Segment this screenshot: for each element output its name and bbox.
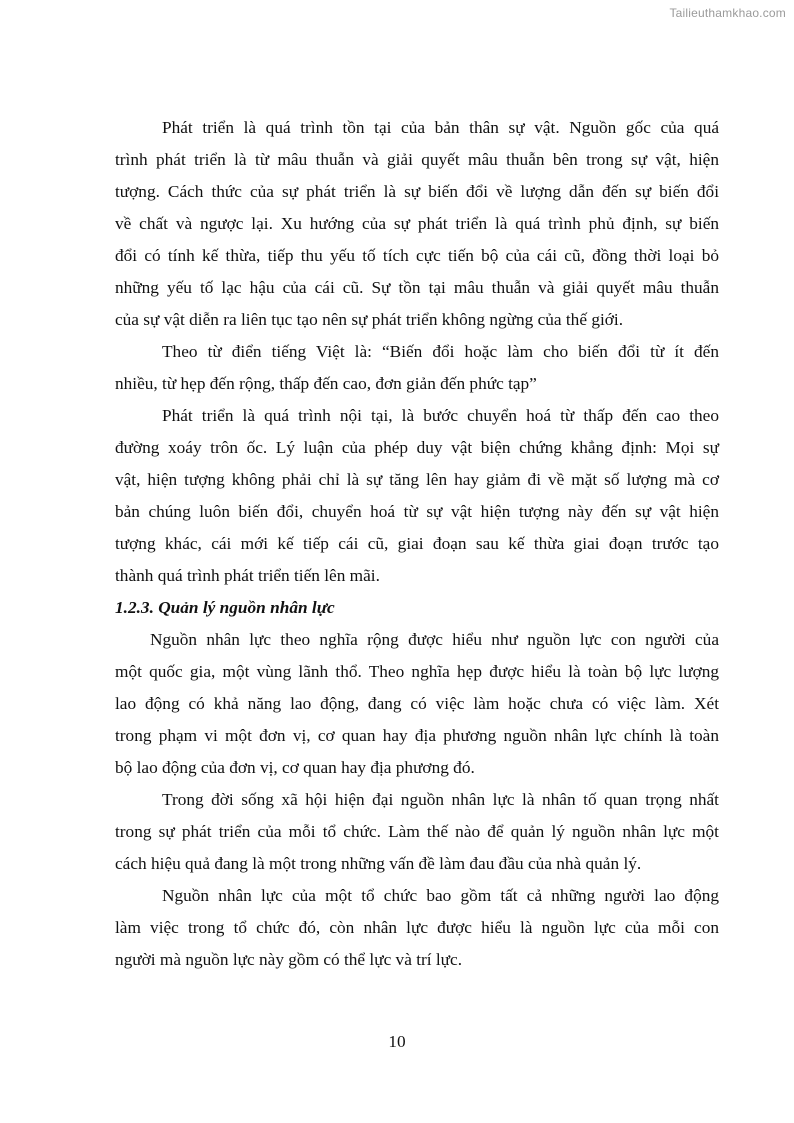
text-line: một quốc gia, một vùng lãnh thổ. Theo nghĩa hẹp được hiểu là toàn bộ lực lượng — [115, 662, 719, 681]
watermark: Tailieuthamkhao.com — [669, 6, 786, 20]
text-line: vật, hiện tượng không phải chỉ là sự tăng lên hay giảm đi về mặt số lượng mà cơ — [115, 470, 719, 489]
paragraph — [115, 624, 719, 784]
text-line: trong phạm vi một đơn vị, cơ quan hay địa phương nguồn nhân lực chính là toàn — [115, 726, 719, 745]
text-line: trình phát triển là từ mâu thuẫn và giải quyết mâu thuẫn bên trong sự vật, hiện — [115, 150, 719, 169]
text-line: Phát triển là quá trình tồn tại của bản thân sự vật. Nguồn gốc của quá — [162, 118, 719, 137]
section-paragraphs — [115, 624, 719, 976]
text-line: tượng khác, cái mới kế tiếp cái cũ, giai đoạn sau kế thừa giai đoạn trước tạo — [115, 534, 719, 553]
text-line: của sự vật diễn ra liên tục tạo nên sự phát triển không ngừng của thế giới. — [115, 310, 624, 329]
text-line: người mà nguồn lực này gồm có thể lực và trí lực. — [115, 950, 463, 969]
text-line: cách hiệu quả đang là một trong những vấn đề làm đau đầu của nhà quản lý. — [115, 854, 642, 873]
section-heading: 1.2.3. Quản lý nguồn nhân lực — [115, 598, 335, 617]
text-line: những yếu tố lạc hậu của cái cũ. Sự tồn tại mâu thuẫn và giải quyết mâu thuẫn — [115, 278, 719, 297]
paragraph — [115, 880, 719, 976]
text-line: trong sự phát triển của mỗi tổ chức. Làm thế nào để quản lý nguồn nhân lực một — [115, 822, 719, 841]
paragraph — [115, 400, 719, 592]
text-line: đường xoáy trôn ốc. Lý luận của phép duy vật biện chứng khẳng định: Mọi sự — [115, 438, 719, 457]
text-line: Nguồn nhân lực theo nghĩa rộng được hiểu như nguồn lực con người của — [150, 630, 719, 649]
text-line: Theo từ điển tiếng Việt là: “Biến đổi hoặc làm cho biến đổi từ ít đến — [162, 342, 719, 361]
paragraph — [115, 112, 719, 336]
text-line: nhiều, từ hẹp đến rộng, thấp đến cao, đơn giản đến phức tạp” — [115, 374, 537, 393]
text-line: Nguồn nhân lực của một tổ chức bao gồm tất cả những người lao động — [162, 886, 719, 905]
text-line: làm việc trong tổ chức đó, còn nhân lực được hiểu là nguồn lực của mỗi con — [115, 918, 719, 937]
text-line: bản chúng luôn biến đổi, chuyển hoá từ sự vật hiện tượng này đến sự vật hiện — [115, 502, 719, 521]
text-line: về chất và ngược lại. Xu hướng của sự phát triển là quá trình phủ định, sự biến — [115, 214, 719, 233]
paragraph — [115, 336, 719, 400]
text-line: lao động có khả năng lao động, đang có việc làm hoặc chưa có việc làm. Xét — [115, 694, 719, 713]
text-line: tượng. Cách thức của sự phát triển là sự biến đổi về lượng dẫn đến sự biến đổi — [115, 182, 719, 201]
text-line: bộ lao động của đơn vị, cơ quan hay địa phương đó. — [115, 758, 475, 777]
intro-paragraphs — [115, 112, 719, 592]
text-line: Trong đời sống xã hội hiện đại nguồn nhân lực là nhân tố quan trọng nhất — [162, 790, 719, 809]
page-number: 10 — [388, 1032, 406, 1051]
document-body — [115, 112, 719, 976]
text-line: đổi có tính kế thừa, tiếp thu yếu tố tích cực tiến bộ của cái cũ, đồng thời loại bỏ — [115, 246, 719, 265]
paragraph — [115, 784, 719, 880]
text-line: thành quá trình phát triển tiến lên mãi. — [115, 566, 380, 585]
text-line: Phát triển là quá trình nội tại, là bước chuyển hoá từ thấp đến cao theo — [162, 406, 719, 425]
